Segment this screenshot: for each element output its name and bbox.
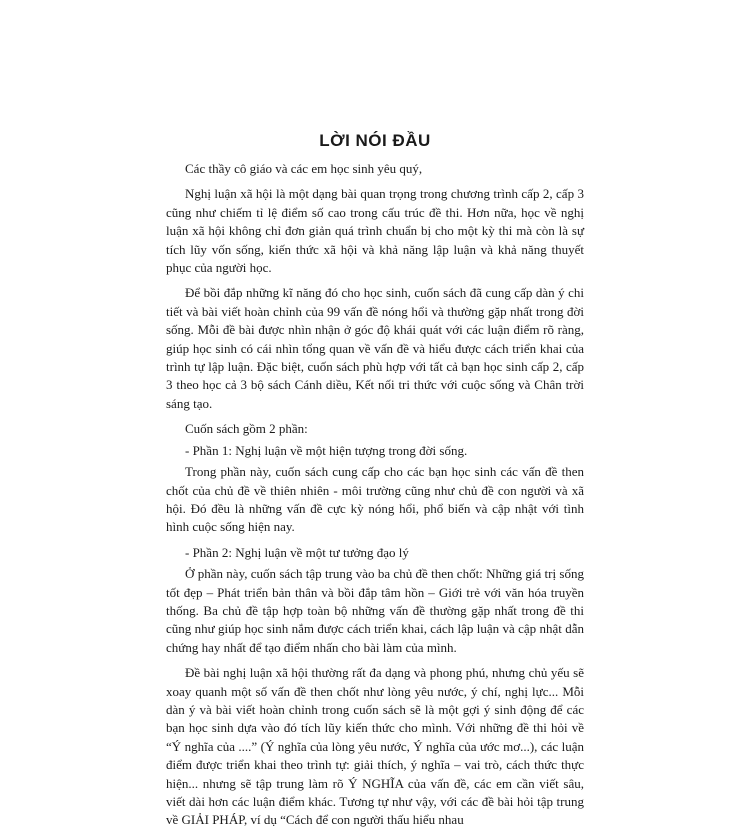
paragraph-greeting: Các thầy cô giáo và các em học sinh yêu quý, (185, 161, 423, 176)
paragraph-part-2-body: Ở phần này, cuốn sách tập trung vào ba chủ đề then chốt: Những giá trị sống tốt đẹp – Phát triển bản thân và bồi đắp tâm hồn – Giới trẻ với văn hóa truyền thống. Ba chủ đề tập hợp toàn bộ những vấn đề thường gặp nhất trong đề thi cũng như giúp học sinh nắm được cách triển khai, cách lập luận và cập nhật dẫn chứng hay nhất để tạo điểm nhấn cho bài làm của mình. (166, 566, 584, 655)
paragraph-part-2-heading: - Phần 2: Nghị luận về một tư tưởng đạo lý (185, 544, 409, 560)
paragraph-part-1-body: Trong phần này, cuốn sách cung cấp cho các bạn học sinh các vấn đề then chốt của chủ đề về thiên nhiên - môi trường cũng như chủ đề con người và xã hội. Đó đều là những vấn đề cực kỳ nóng hổi, phổ biến và cập nhật với tình hình cuộc sống hiện nay. (166, 464, 584, 535)
paragraph-intro: Nghị luận xã hội là một dạng bài quan trọng trong chương trình cấp 2, cấp 3 cũng như chiếm tỉ lệ điểm số cao trong cấu trúc đề thi. Hơn nữa, học về nghị luận xã hội không chỉ đơn giản quá trình chuẩn bị cho một kỳ thi mà còn là sự tích lũy vốn sống, kiến thức xã hội và khả năng lập luận và khả năng thuyết phục của người học. (166, 186, 584, 276)
body-text (166, 160, 584, 837)
paragraph-part-1-heading: - Phần 1: Nghị luận về một hiện tượng trong đời sống. (185, 442, 468, 458)
page-title: LỜI NÓI ĐẦU (319, 131, 431, 150)
paragraph-skills: Để bồi đắp những kĩ năng đó cho học sinh, cuốn sách đã cung cấp dàn ý chi tiết và bài viết hoàn chỉnh của 99 vấn đề nóng hổi và thường gặp nhất trong đời sống. Mỗi đề bài được nhìn nhận ở góc độ khái quát với các luận điểm rõ ràng, giúp học sinh có cái nhìn tổng quan về vấn đề và hiểu được cách triển khai của trình tự lập luận. Đặc biệt, cuốn sách phù hợp với tất cả bạn học sinh cấp 2, cấp 3 theo học cả 3 bộ sách Cánh diều, Kết nối tri thức với cuộc sống và Chân trời sáng tạo. (166, 285, 584, 411)
paragraph-book-structure: Cuốn sách gồm 2 phần: (185, 421, 308, 437)
paragraph-topics: Đề bài nghị luận xã hội thường rất đa dạng và phong phú, nhưng chủ yếu sẽ xoay quanh một số vấn đề then chốt như lòng yêu nước, ý chí, nghị lực... Mỗi dàn ý và bài viết hoàn chỉnh trong cuốn sách sẽ là một gợi ý sinh động để các bạn học sinh dựa vào đó tích lũy kiến thức cho mình. Với những đề thi hỏi về “Ý nghĩa của ....” (Ý nghĩa của lòng yêu nước, Ý nghĩa của ước mơ...), các luận điểm được triển khai theo trình tự: giải thích, ý nghĩa – vai trò, cách thức thực hiện... nhưng sẽ tập trung làm rõ Ý NGHĨA của vấn đề, các em cần viết sâu, viết dài hơn các luận điểm khác. Tương tự như vậy, với các đề bài hỏi tập trung về GIẢI PHÁP, ví dụ “Cách để con người thấu hiểu nhau (166, 665, 584, 828)
